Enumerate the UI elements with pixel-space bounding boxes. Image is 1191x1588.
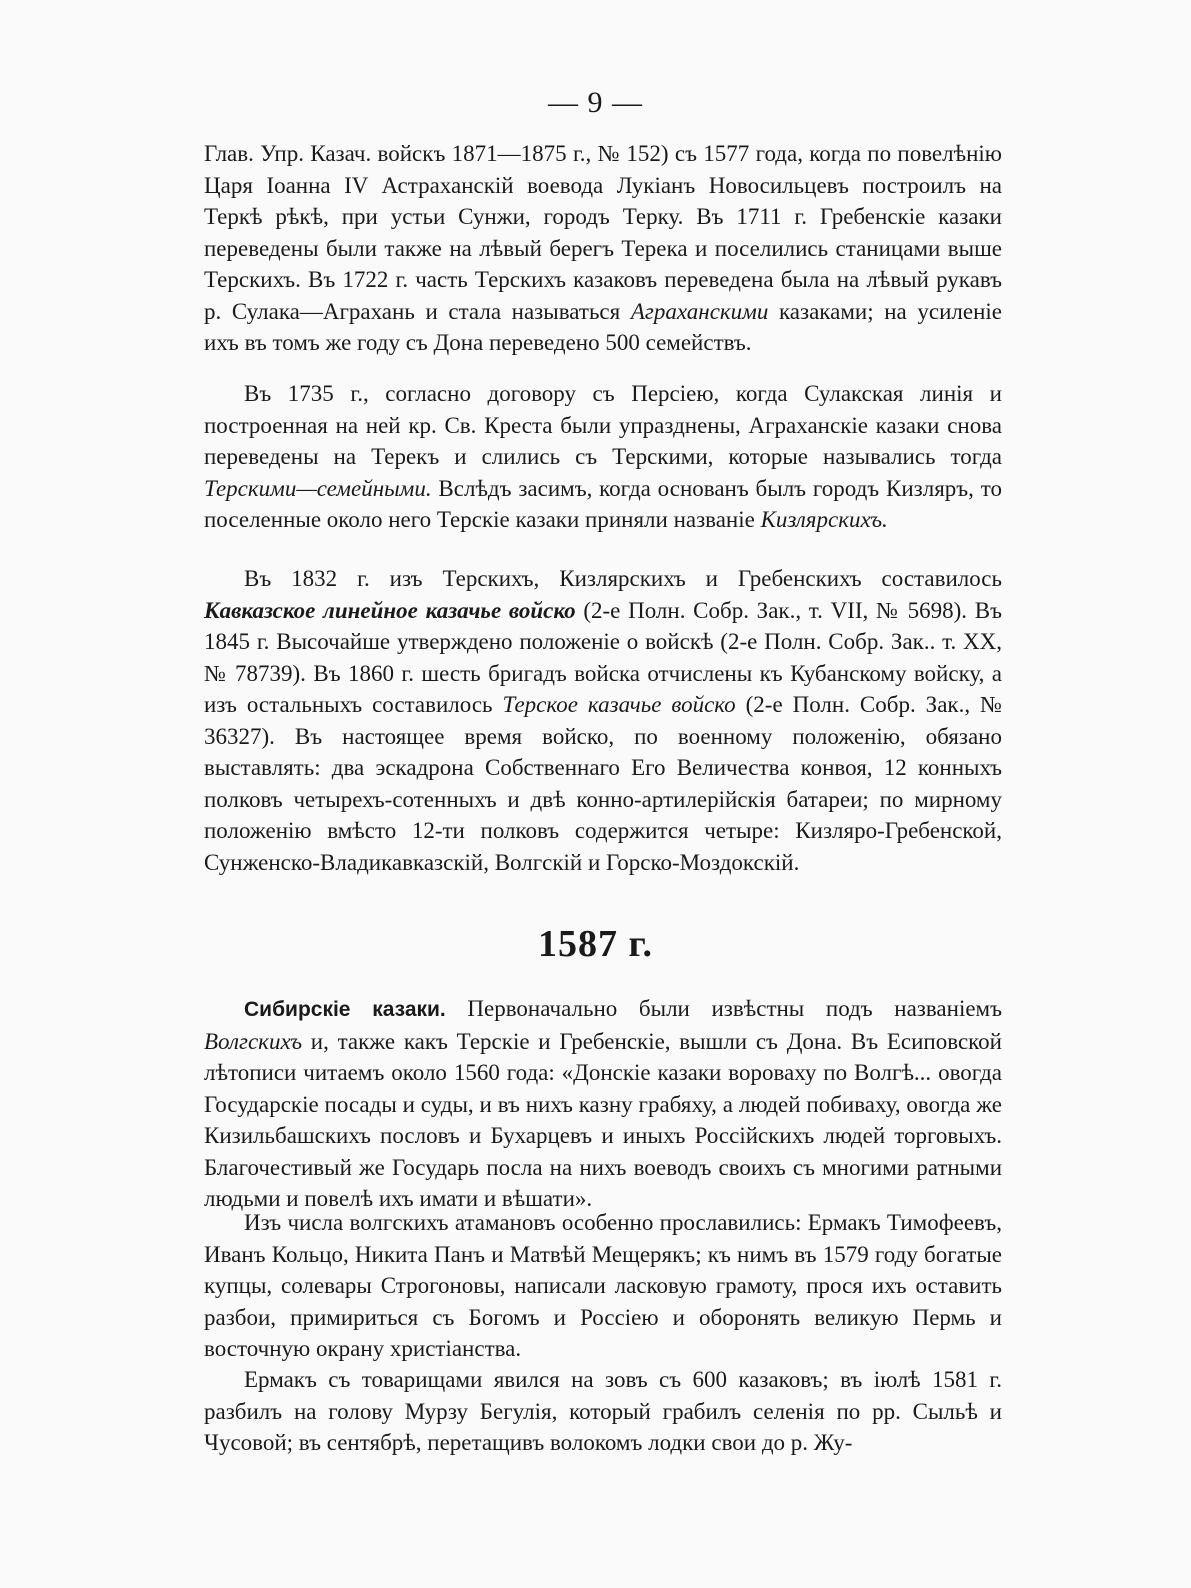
section-heading: 1587 г. bbox=[538, 923, 653, 965]
italic-term: Терское казачье войско bbox=[502, 692, 736, 717]
text-run: Глав. Упр. Казач. войскъ 1871—1875 г., № 152) съ 1577 года, когда по повелѣнію Царя Іоанна IV Астраханскій воевода Лукіанъ Новосильцевъ построилъ на Теркѣ рѣкѣ, при устьи Сунжи, городъ Терку. Въ 1711 г. Гребенскіе казаки переведены были также на лѣвый берегъ Терека и поселились станицами выше Терскихъ. Въ 1722 г. часть Терскихъ казаковъ переведена была на лѣвый рукавъ р. Сулака—Аграхань и стала называться bbox=[204, 141, 1002, 324]
text-run: Изъ числа волгскихъ атамановъ особенно прославились: Ермакъ Тимофеевъ, Иванъ Кольцо, Никита Панъ и Матвѣй Мещерякъ; къ нимъ въ 1579 году богатые купцы, солевары Строгоновы, написали ласковую грамоту, прося ихъ оставить разбои, примириться съ Богомъ и Россіею и оборонять великую Пермь и восточную окрану христіанства. bbox=[204, 1210, 1002, 1361]
paragraph-1832 bbox=[204, 563, 1002, 878]
italic-term: Волгскихъ bbox=[204, 1028, 303, 1054]
text-run: Ермакъ съ товарищами явился на зовъ съ 600 казаковъ; въ іюлѣ 1581 г. разбилъ на голову Мурзу Бегулія, который грабилъ селенія по рр. Сыльѣ и Чусовой; въ сентябрѣ, перетащивъ волокомъ лодки свои до р. Жу- bbox=[204, 1367, 1002, 1455]
paragraph-continuation bbox=[204, 138, 1002, 359]
bold-italic-term: Кавказское линейное казачье войско bbox=[204, 597, 576, 623]
text-run: Въ 1832 г. изъ Терскихъ, Кизлярскихъ и Гребенскихъ составилось bbox=[244, 566, 1002, 591]
text-run: Вслѣдъ засимъ, когда основанъ былъ городъ Кизляръ, то поселенные около него Терскіе казаки приняли названіе bbox=[204, 475, 1002, 532]
text-run: и, также какъ Терскіе и Гребенскіе, вышли съ Дона. Въ Есиповской лѣтописи читаемъ около 1560 года: «Донскіе казаки вороваху по Волгѣ... овогда Государскіе посады и суды, и въ нихъ казну грабяху, а людей побиваху, овогда же Кизильбашскихъ пословъ и Бухарцевъ и иныхъ Россійскихъ людей торговыхъ. Благочестивый же Государь посла на нихъ воеводъ своихъ съ многими ратными людьми и повелѣ ихъ имати и вѣшати». bbox=[204, 1028, 1002, 1211]
text-run: казаками; на усиленіе ихъ въ томъ же году съ Дона переведено 500 семействъ. bbox=[204, 298, 1002, 355]
paragraph-1735 bbox=[204, 378, 1002, 536]
text-run: Въ 1735 г., согласно договору съ Персіею, когда Сулакская линія и построенная на ней кр. Св. Креста были упразднены, Аграханскіе казаки снова переведены на Терекъ и слились съ Терскими, которые назывались тогда bbox=[204, 381, 1002, 469]
italic-term: Аграханскими bbox=[630, 298, 769, 324]
italic-term: Терскими—семейными. bbox=[204, 475, 432, 501]
text-run: (2-е Полн. Собр. Зак., № 36327). Въ настоящее время войско, по военному положенію, обязано выставлять: два эскадрона Собственнаго Его Величества конвоя, 12 конныхъ полковъ четырехъ-сотенныхъ и двѣ конно-артилерійскія батареи; по мирному положенію вмѣсто 12-ти полковъ содержится четыре: Кизляро-Гребенской, Сунженско-Владикавказскій, Волгскій и Горско-Моздокскій. bbox=[204, 692, 1002, 875]
paragraph-atamans bbox=[204, 1207, 1002, 1365]
text-run: Первоначально были извѣстны подъ названіемъ bbox=[445, 996, 1002, 1021]
text-run: (2-е Полн. Собр. Зак., т. VII, № 5698). Въ 1845 г. Высочайше утверждено положеніе о войскѣ (2-е Полн. Собр. Зак.. т. XX, № 78739). Въ 1860 г. шесть бригадъ войска отчислены къ Кубанскому войску, а изъ остальныхъ составилось bbox=[204, 597, 1002, 717]
paragraph-ermak bbox=[204, 1364, 1002, 1459]
page-number: — 9 — bbox=[548, 86, 643, 119]
subheading-term: Сибирскіе казаки. bbox=[244, 998, 446, 1021]
italic-term: Кизлярскихъ. bbox=[760, 507, 888, 532]
paragraph-siberian bbox=[204, 993, 1002, 1215]
